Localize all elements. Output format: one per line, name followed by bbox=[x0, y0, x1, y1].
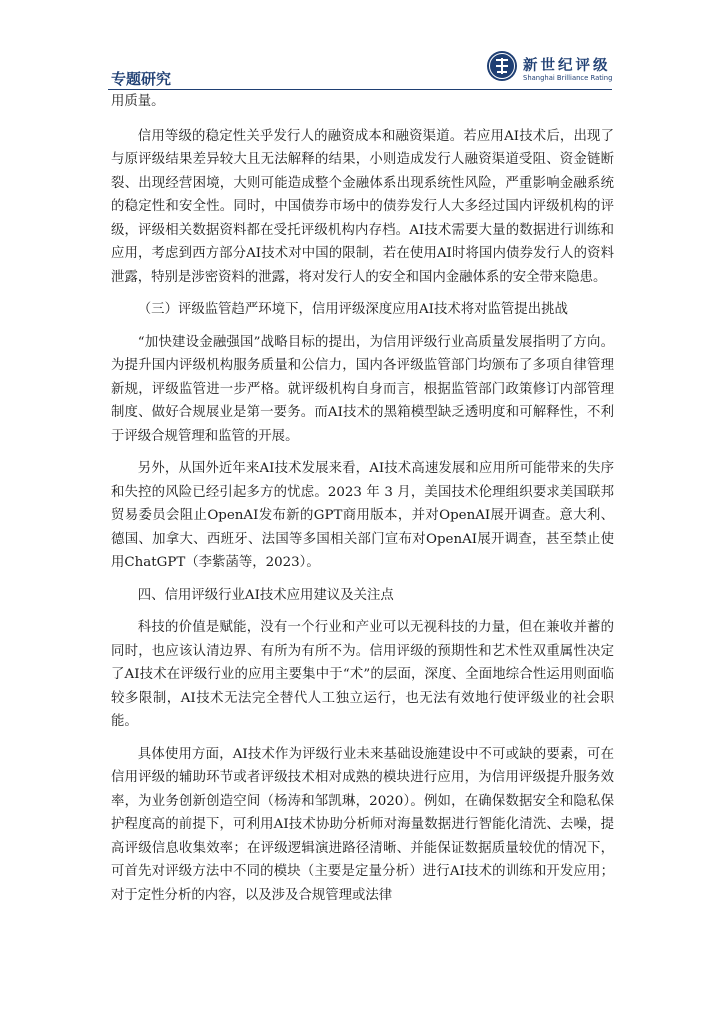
section-title: 专题研究 bbox=[111, 70, 172, 88]
logo-emblem-icon bbox=[486, 50, 518, 82]
section-heading-recommendations: 四、信用评级行业AI技术应用建议及关注点 bbox=[137, 587, 394, 603]
paragraph-specific-use: 具体使用方面，AI技术作为评级行业未来基础设施建设中不可或缺的要素，可在信用评级的辅助环节或者评级技术相对成熟的模块进行应用，为信用评级提升服务效率，为业务创新创造空间（杨涛和邹凯琳，2020）。例如，在确保数据安全和隐私保护程度高的前提下，可利用AI技术协助分析师对海量数据进行智能化清洗、去噪，提高评级信息收集效率；在评级逻辑演进路径清晰、并能保证数据质量较优的情况下，可首先对评级方法中不同的模块（主要是定量分析）进行AI技术的训练和开发应用；对于定性分析的内容，以及涉及合规管理或法律 bbox=[111, 746, 614, 903]
paragraph-rating-stability: 信用等级的稳定性关乎发行人的融资成本和融资渠道。若应用AI技术后，出现了与原评级结果差异较大且无法解释的结果，小则造成发行人融资渠道受阻、资金链断裂、出现经营困境，大则可能造成整个金融体系出现系统性风险，严重影响金融系统的稳定性和安全性。同时，中国债券市场中的债券发行人大多经过国内评级机构的评级，评级相关数据资料都在受托评级机构内存档。AI技术需要大量的数据进行训练和应用，考虑到西方部分AI技术对中国的限制，若在使用AI时将国内债券发行人的资料泄露，特别是涉密资料的泄露，将对发行人的安全和国内金融体系的安全带来隐患。 bbox=[111, 128, 614, 285]
paragraph-foreign-ai: 另外，从国外近年来AI技术发展来看，AI技术高速发展和应用所可能带来的失序和失控的风险已经引起多方的忧虑。2023 年 3 月，美国技术伦理组织要求美国联邦贸易委员会阻止OpenAI发布新的GPT商用版本，并对OpenAI展开调查。意大利、德国、加拿大、西班牙、法国等多国相关部门宣布对OpenAI展开调查，甚至禁止使用ChatGPT（李紫菡等，2023）。 bbox=[111, 461, 614, 570]
paragraph-continuation: 用质量。 bbox=[111, 94, 165, 109]
article-body bbox=[111, 90, 614, 916]
paragraph-financial-power: “加快建设金融强国”战略目标的提出，为信用评级行业高质量发展指明了方向。为提升国内评级机构服务质量和公信力，国内各评级监管部门均颁布了多项自律管理新规，评级监管进一步严格。就评级机构自身而言，根据监管部门政策修订内部管理制度、做好合规展业是第一要务。而AI技术的黑箱模型缺乏透明度和可解释性，不利于评级合规管理和监管的开展。 bbox=[111, 334, 614, 444]
paragraph-tech-value: 科技的价值是赋能，没有一个行业和产业可以无视科技的力量，但在兼收并蓄的同时，也应该认清边界、有所为有所不为。信用评级的预期性和艺术性双重属性决定了AI技术在评级行业的应用主要集中于“术”的层面，深度、全面地综合性运用则面临较多限制，AI技术无法完全替代人工独立运行，也无法有效地行使评级业的社会职能。 bbox=[111, 620, 614, 729]
subsection-heading-regulation: （三）评级监管趋严环境下，信用评级深度应用AI技术将对监管提出挑战 bbox=[137, 302, 568, 317]
company-logo bbox=[486, 50, 616, 86]
logo-name-en: Shanghai Brilliance Rating bbox=[523, 74, 613, 82]
logo-name-cn: 新世纪评级 bbox=[523, 57, 611, 74]
